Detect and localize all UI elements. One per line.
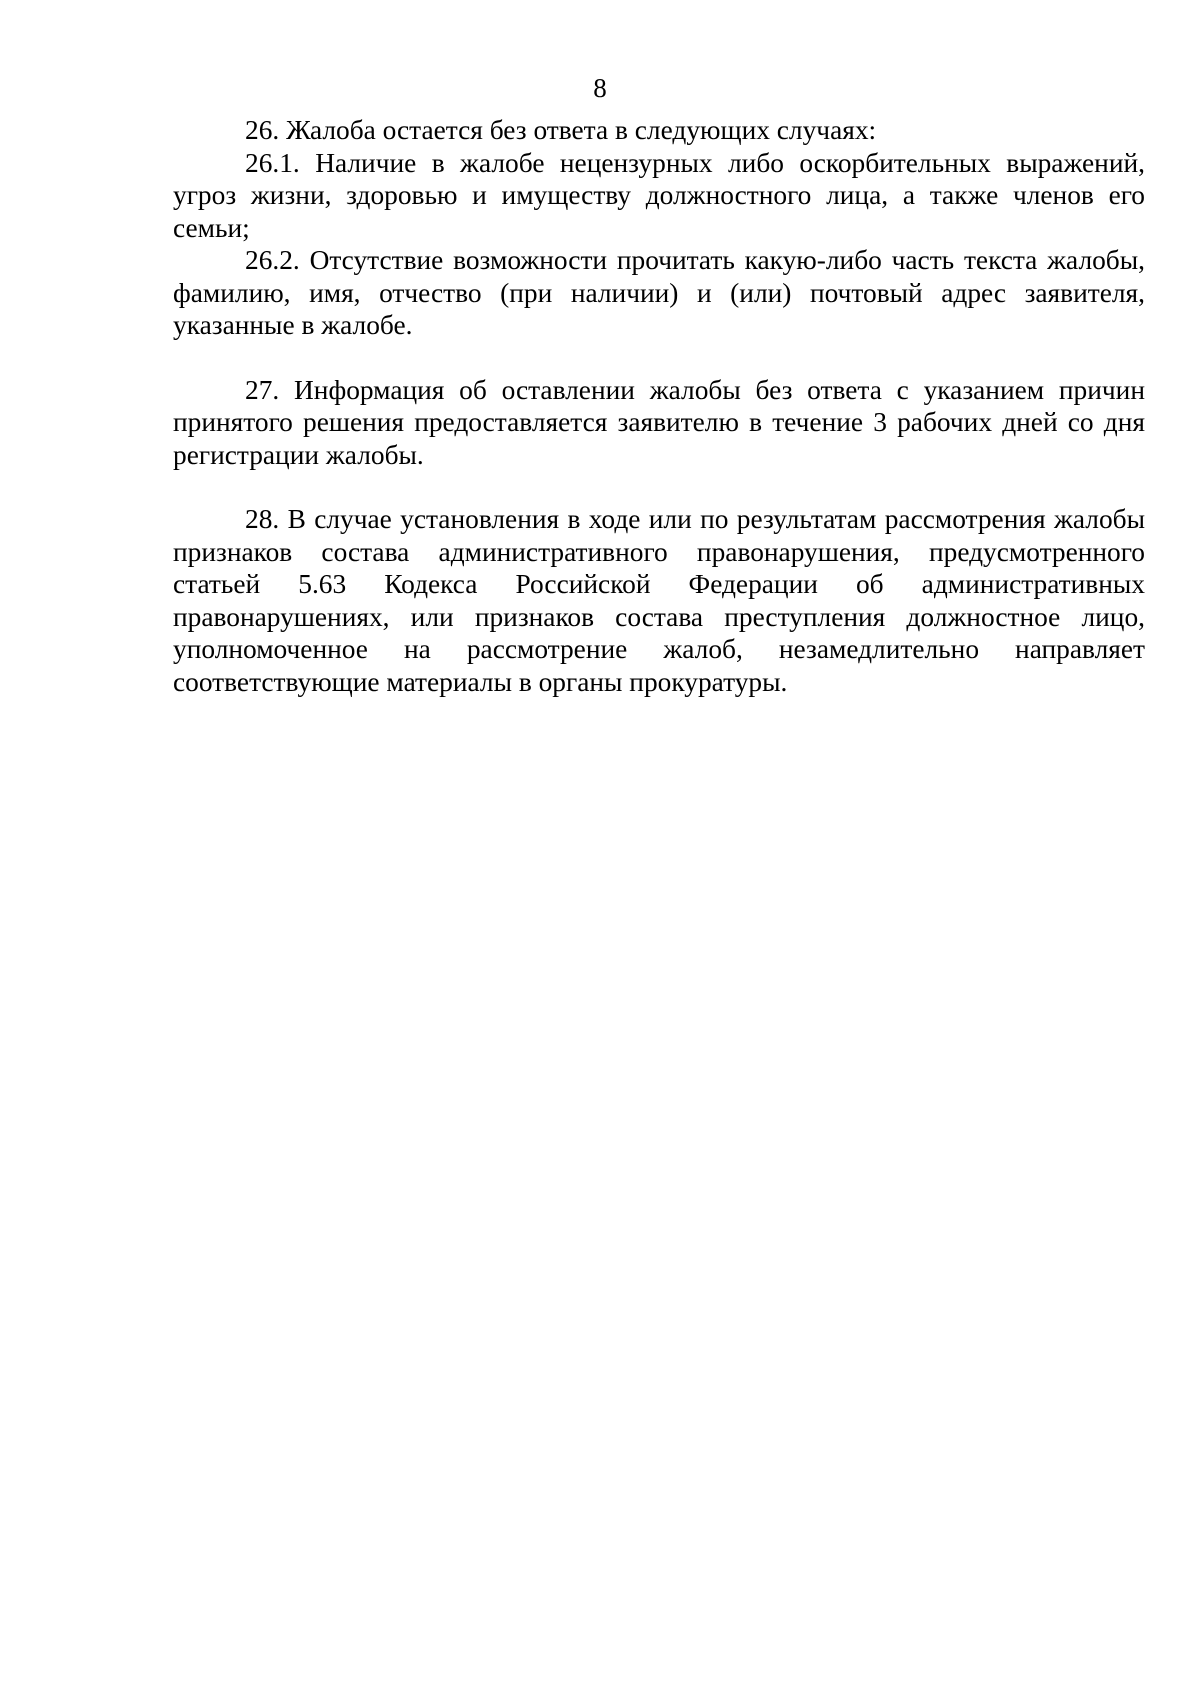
paragraph-28: 28. В случае установления в ходе или по результатам рассмотрения жалобы признаков состава административного правонарушения, предусмотренного статьей 5.63 Кодекса Российской Федерации об административных правонарушениях, или признаков состава преступления должностное лицо, уполномоченное на рассмотрение жалоб, незамедлительно направляет соответствующие материалы в органы прокуратуры.	[173, 504, 1145, 697]
paragraph-spacer	[173, 342, 1145, 374]
document-body	[173, 114, 1145, 698]
paragraph-26: 26. Жалоба остается без ответа в следующих случаях:	[245, 115, 877, 145]
paragraph-spacer	[173, 471, 1145, 503]
paragraph-26-2: 26.2. Отсутствие возможности прочитать какую-либо часть текста жалобы, фамилию, имя, отчество (при наличии) и (или) почтовый адрес заявителя, указанные в жалобе.	[173, 245, 1145, 340]
page-number: 8	[593, 73, 607, 103]
paragraph-26-1: 26.1. Наличие в жалобе нецензурных либо оскорбительных выражений, угроз жизни, здоровью и имуществу должностного лица, а также членов его семьи;	[173, 147, 1145, 243]
paragraph-27: 27. Информация об оставлении жалобы без ответа с указанием причин принятого решения предоставляется заявителю в течение 3 рабочих дней со дня регистрации жалобы.	[173, 374, 1145, 470]
